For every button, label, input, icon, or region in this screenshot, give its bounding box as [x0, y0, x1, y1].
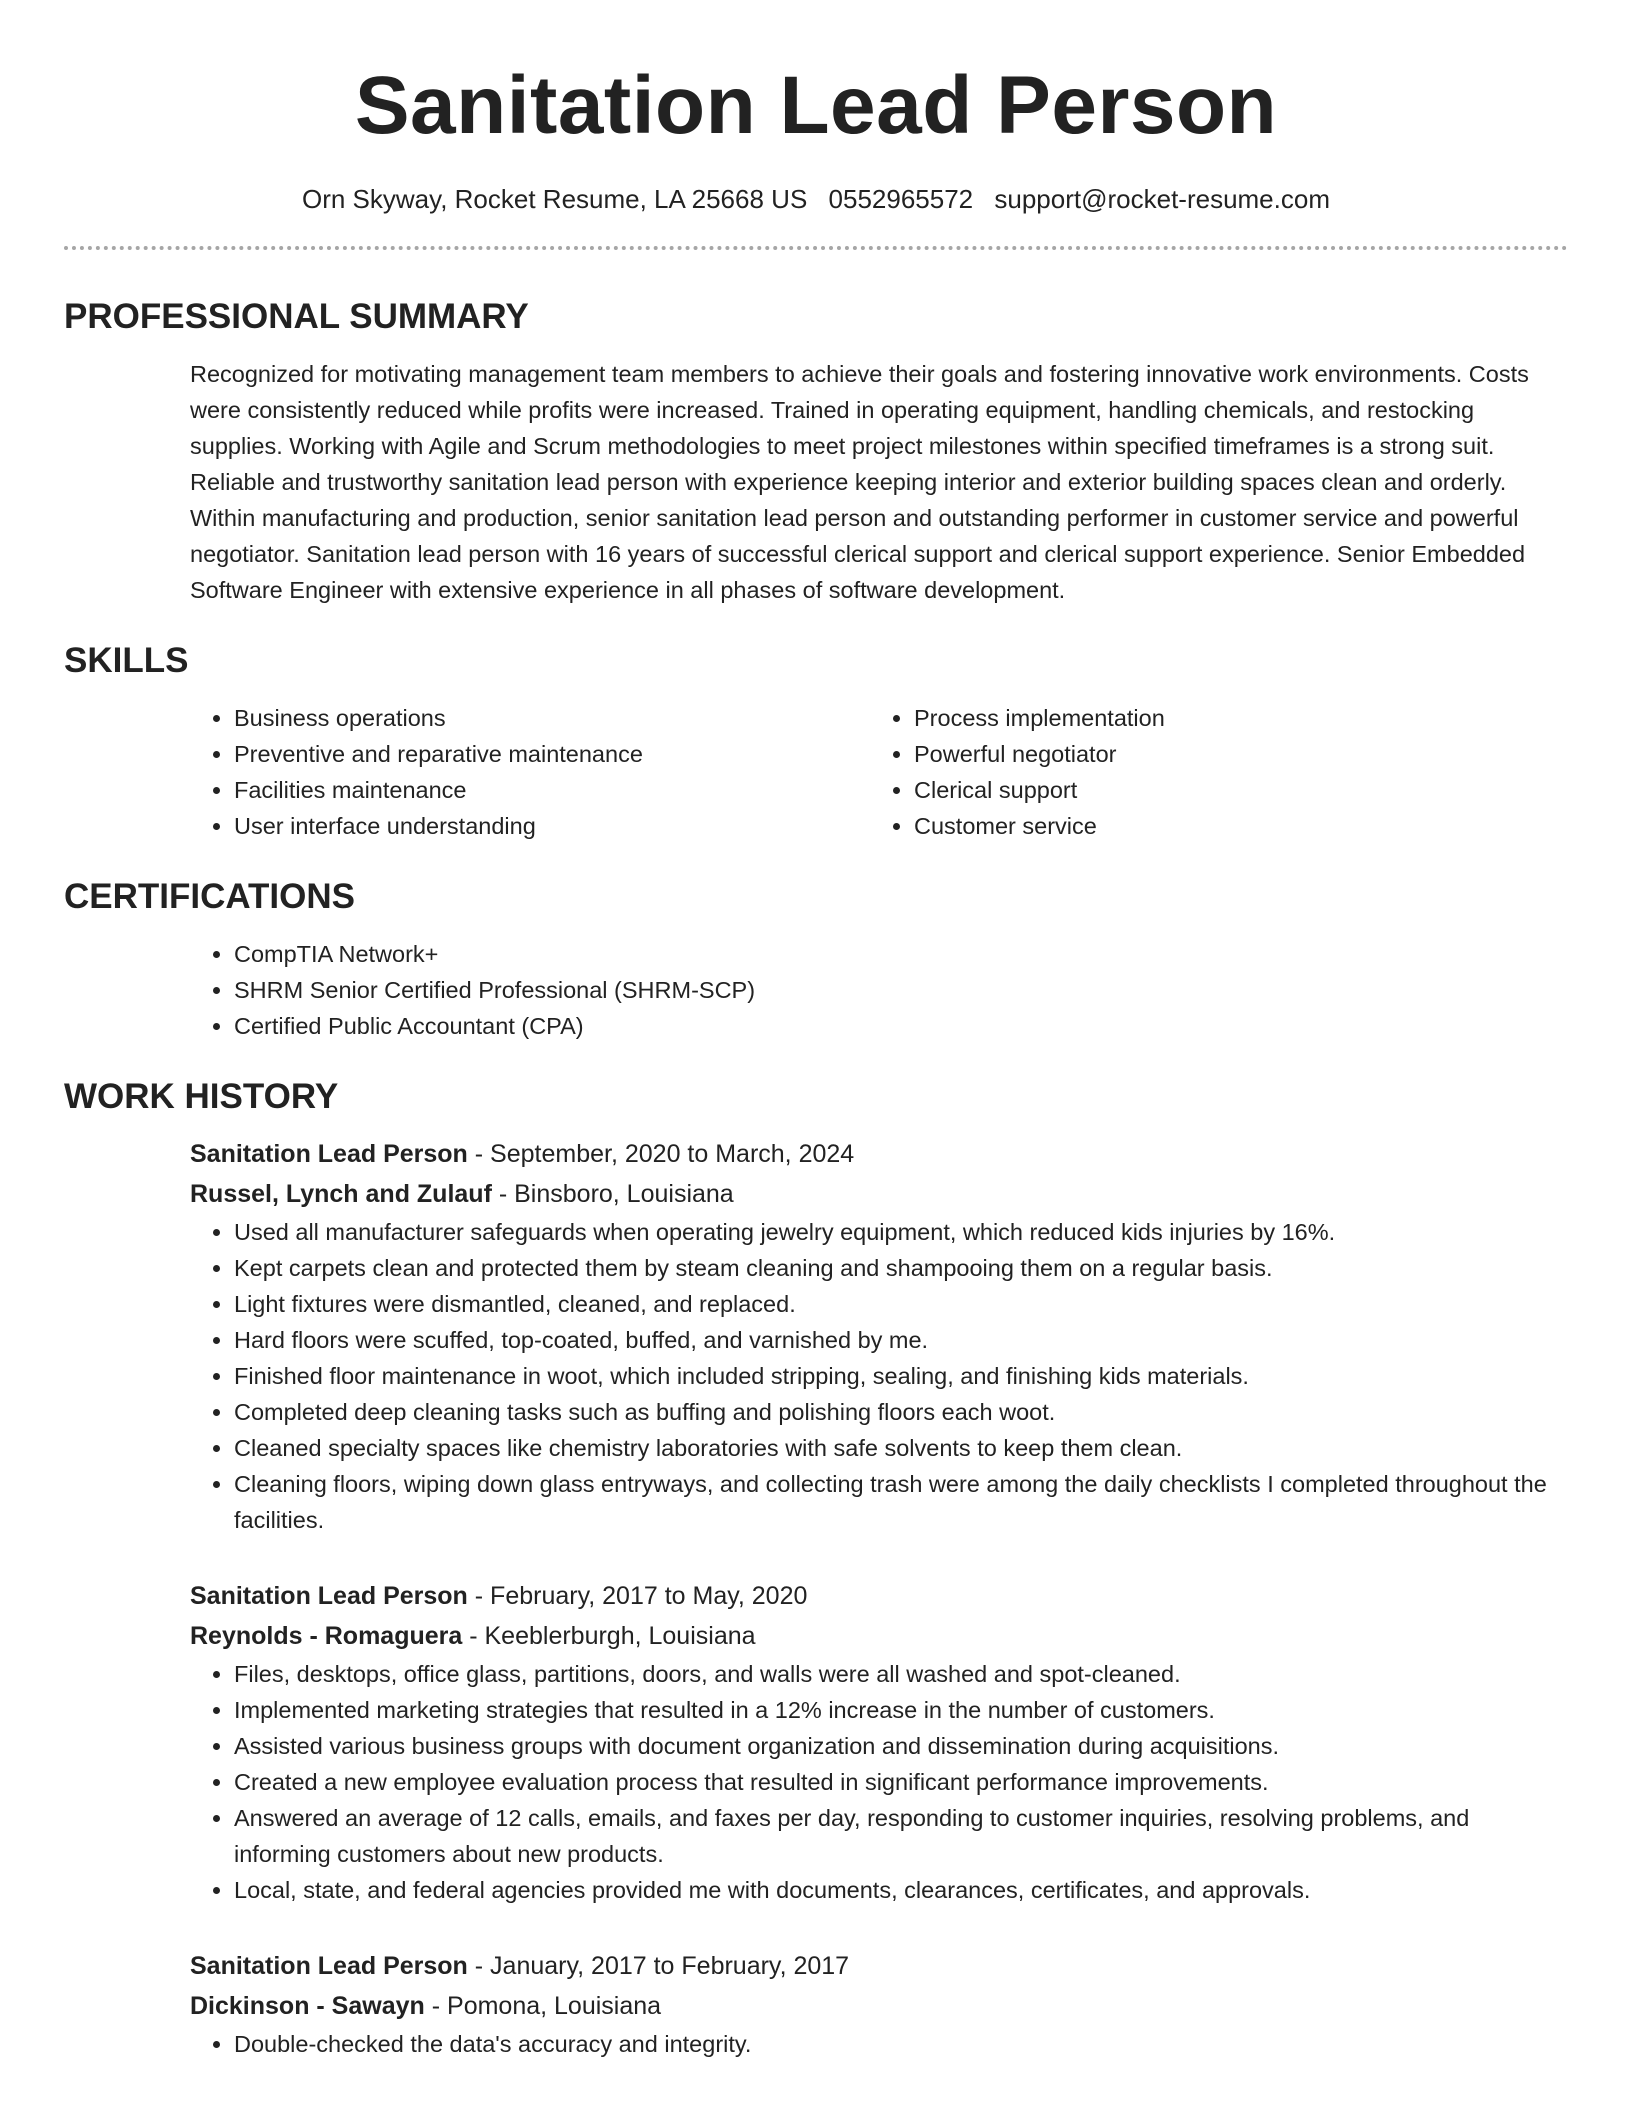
contact-address: Orn Skyway, Rocket Resume, LA 25668 US: [301, 184, 808, 214]
certifications-title: CERTIFICATIONS: [64, 877, 356, 916]
job-bullet: • Completed deep cleaning tasks such as buffing and polishing floors each woot.: [234, 1394, 1568, 1430]
skills-grid: [190, 700, 1568, 844]
job-bullet: • Used all manufacturer safeguards when operating jewelry equipment, which reduced kids injuries by 16%.: [234, 1214, 1568, 1250]
job-bullet: • Implemented marketing strategies that resulted in a 12% increase in the number of customers.: [234, 1692, 1568, 1728]
candidate-name: Sanitation Lead Person: [354, 60, 1278, 151]
job-role: Sanitation Lead Person: [190, 1140, 468, 1168]
job-bullet: • Double-checked the data's accuracy and integrity.: [234, 2026, 1568, 2062]
certifications-body: [190, 936, 1568, 1044]
job-bullet: • Cleaning floors, wiping down glass entryways, and collecting trash were among the daily checklists I completed throughout the facilities.: [234, 1466, 1568, 1538]
skill-item: • User interface understanding: [234, 808, 870, 844]
summary-body: [190, 356, 1568, 608]
work-history-section: [64, 1074, 1568, 2062]
skills-column-left: [190, 700, 870, 844]
job-location: - Binsboro, Louisiana: [491, 1180, 734, 1208]
summary-title: PROFESSIONAL SUMMARY: [64, 297, 529, 336]
job-bullet: • Files, desktops, office glass, partitions, doors, and walls were all washed and spot-cleaned.: [234, 1656, 1568, 1692]
skills-list-right: [870, 700, 1550, 844]
certifications-list: [190, 936, 1568, 1044]
contact-email: support@rocket-resume.com: [994, 184, 1330, 214]
work-history-title: WORK HISTORY: [64, 1077, 339, 1116]
skill-item: • Facilities maintenance: [234, 772, 870, 808]
job-entry: [190, 1946, 1568, 2062]
job-company: Dickinson - Sawayn: [190, 1992, 425, 2020]
skill-item: • Powerful negotiator: [914, 736, 1550, 772]
skills-title: SKILLS: [64, 641, 189, 680]
work-history-body: [190, 1134, 1568, 2062]
job-location: - Keeblerburgh, Louisiana: [462, 1622, 756, 1650]
summary-section: [64, 294, 1568, 608]
certification-item: • SHRM Senior Certified Professional (SHRM-SCP): [234, 972, 1568, 1008]
job-role: Sanitation Lead Person: [190, 1952, 468, 1980]
job-company: Reynolds - Romaguera: [190, 1622, 463, 1650]
job-bullet: • Cleaned specialty spaces like chemistry laboratories with safe solvents to keep them clean.: [234, 1430, 1568, 1466]
job-bullet: • Assisted various business groups with document organization and dissemination during acquisitions.: [234, 1728, 1568, 1764]
contact-phone: 0552965572: [828, 184, 974, 214]
job-entry: [190, 1576, 1568, 1908]
job-bullet: • Light fixtures were dismantled, cleaned, and replaced.: [234, 1286, 1568, 1322]
summary-text: Recognized for motivating management team members to achieve their goals and fostering innovative work environments. Costs were consistently reduced while profits were increased. Trained in operating equipment, handling chemicals, and restocking supplies. Working with Agile and Scrum methodologies to meet project milestones within specified timeframes is a strong suit. Reliable and trustworthy sanitation lead person with experience keeping interior and exterior building spaces clean and orderly. Within manufacturing and production, senior sanitation lead person and outstanding performer in customer service and powerful negotiator. Sanitation lead person with 16 years of successful clerical support and clerical support experience. Senior Embedded Software Engineer with extensive experience in all phases of software development.: [190, 361, 1529, 603]
skill-item: • Preventive and reparative maintenance: [234, 736, 870, 772]
job-role: Sanitation Lead Person: [190, 1582, 468, 1610]
skill-item: • Process implementation: [914, 700, 1550, 736]
job-bullets: [190, 1656, 1568, 1908]
certification-item: • Certified Public Accountant (CPA): [234, 1008, 1568, 1044]
job-title-line: [190, 1134, 1568, 1174]
job-company: Russel, Lynch and Zulauf: [190, 1180, 492, 1208]
job-title-line: [190, 1576, 1568, 1616]
job-bullet: • Created a new employee evaluation process that resulted in significant performance improvements.: [234, 1764, 1568, 1800]
job-bullets: [190, 2026, 1568, 2062]
job-dates: - February, 2017 to May, 2020: [467, 1582, 808, 1610]
job-bullet: • Answered an average of 12 calls, emails, and faxes per day, responding to customer inquiries, resolving problems, and informing customers about new products.: [234, 1800, 1568, 1872]
certifications-section: [64, 874, 1568, 1044]
skills-list-left: [190, 700, 870, 844]
job-bullet: • Finished floor maintenance in woot, which included stripping, sealing, and finishing kids materials.: [234, 1358, 1568, 1394]
header-divider: [64, 246, 1568, 250]
job-company-line: [190, 1174, 1568, 1214]
job-location: - Pomona, Louisiana: [424, 1992, 662, 2020]
job-bullets: [190, 1214, 1568, 1538]
job-company-line: [190, 1986, 1568, 2026]
job-dates: - September, 2020 to March, 2024: [467, 1140, 855, 1168]
skill-item: • Customer service: [914, 808, 1550, 844]
certification-item: • CompTIA Network+: [234, 936, 1568, 972]
job-dates: - January, 2017 to February, 2017: [467, 1952, 850, 1980]
job-bullet: • Local, state, and federal agencies provided me with documents, clearances, certificates, and approvals.: [234, 1872, 1568, 1908]
job-entry: [190, 1134, 1568, 1538]
skill-item: • Clerical support: [914, 772, 1550, 808]
contact-line: [0, 182, 1632, 216]
job-bullet: • Kept carpets clean and protected them by steam cleaning and shampooing them on a regular basis.: [234, 1250, 1568, 1286]
skills-section: [64, 638, 1568, 844]
skills-column-right: [870, 700, 1550, 844]
job-bullet: • Hard floors were scuffed, top-coated, buffed, and varnished by me.: [234, 1322, 1568, 1358]
skill-item: • Business operations: [234, 700, 870, 736]
job-title-line: [190, 1946, 1568, 1986]
job-company-line: [190, 1616, 1568, 1656]
skills-body: [190, 700, 1568, 844]
